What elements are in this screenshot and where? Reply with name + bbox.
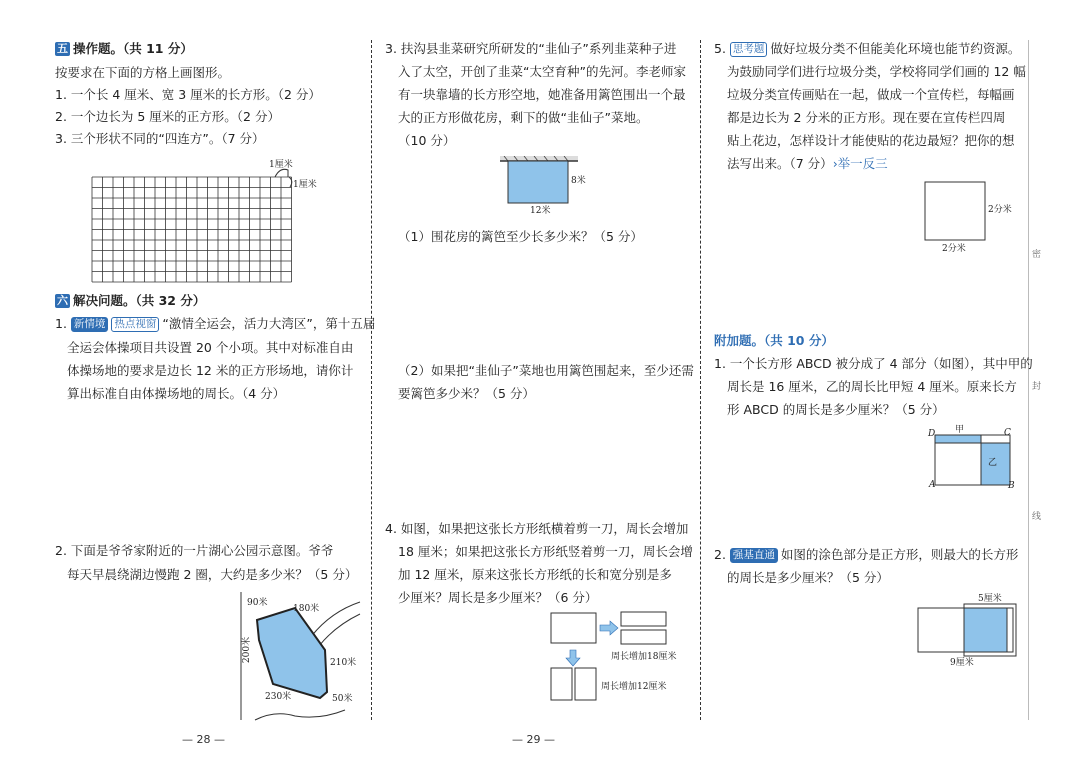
problem-5-line-1: 5. 思考题 做好垃圾分类不但能美化环境也能节约资源。 <box>714 41 1021 56</box>
bonus-1-line-2: 周长是 16 厘米，乙的周长比甲短 4 厘米。原来长方 <box>727 379 1017 394</box>
problem-4-line-1: 4. 如图，如果把这张长方形纸横着剪一刀，周长会增加 <box>385 521 689 536</box>
q2: 2. 一个边长为 5 厘米的正方形。（2 分） <box>55 109 280 124</box>
problem-3-line-1: 3. 扶沟县韭菜研究所研发的“韭仙子”系列韭菜种子进 <box>385 41 677 56</box>
problem-5-line-5: 贴上花边，怎样设计才能使贴的花边最短？把你的想 <box>727 133 1015 148</box>
bonus-2-line-1: 2. 强基直通 如图的涂色部分是正方形，则最大的长方形 <box>714 547 1019 562</box>
lake-label-50: 50米 <box>332 694 353 704</box>
problem-1-line-1: 1. 新情境 热点视窗 “激情全运会，活力大湾区”，第十五届 <box>55 316 376 331</box>
lake-label-230: 230米 <box>265 692 292 702</box>
link-similar-problems[interactable]: ›举一反三 <box>832 156 888 171</box>
label-A: A <box>929 480 936 490</box>
label-9cm: 9厘米 <box>950 658 974 668</box>
bonus-2-line-2: 的周长是多少厘米？（5 分） <box>727 570 889 585</box>
tag-new-situation: 新情境 <box>71 317 109 332</box>
problem-1-line-2: 全运会体操项目共设置 20 个小项。其中对标准自由 <box>67 340 354 355</box>
garden-label-8m: 8米 <box>571 176 586 186</box>
section-5-title: 五 操作题。（共 11 分） <box>57 41 193 56</box>
section-5-intro: 按要求在下面的方格上画图形。 <box>55 65 231 80</box>
problem-1-line-3: 体操场地的要求是边长 12 米的正方形场地，请你计 <box>67 363 354 378</box>
garden-figure <box>500 156 580 208</box>
label-D: D <box>928 429 936 439</box>
bonus-1-line-1: 1. 一个长方形 ABCD 被分成了 4 部分（如图），其中甲的 <box>714 356 1033 371</box>
binding-line <box>1028 40 1029 720</box>
section-6-badge: 六 <box>57 294 68 307</box>
problem-4-line-2: 18 厘米；如果把这张长方形纸竖着剪一刀，周长会增 <box>398 544 693 559</box>
label-jia: 甲 <box>955 425 965 435</box>
lake-label-200: 200米 <box>242 636 253 664</box>
problem-3-line-3: 有一块靠墙的长方形空地，她准备用篱笆围出一个最 <box>398 87 686 102</box>
grid-label-top: 1厘米 <box>269 160 293 170</box>
page-number-29: — 29 — <box>512 733 555 746</box>
lake-label-90: 90米 <box>247 598 268 608</box>
section-6-title: 六 解决问题。（共 32 分） <box>57 293 206 308</box>
problem-1-line-4: 算出标准自由体操场地的周长。（4 分） <box>67 386 286 401</box>
problem-5-line-6: 法写出来。（7 分）›举一反三 <box>727 156 888 171</box>
problem-2-line-2: 每天早晨绕湖边慢跑 2 圈，大约是多少米？（5 分） <box>67 567 358 582</box>
problem-3-line-4: 大的正方形做花房，剩下的做“韭仙子”菜地。 <box>398 110 649 125</box>
margin-char-xian: 线 <box>1032 512 1042 522</box>
cut-label-12: 周长增加12厘米 <box>601 682 667 692</box>
label-5cm: 5厘米 <box>978 594 1002 604</box>
problem-3-sub-2-line-1: （2）如果把“韭仙子”菜地也用篱笆围起来，至少还需 <box>398 363 694 378</box>
label-B: B <box>1008 481 1015 491</box>
cut-label-18: 周长增加18厘米 <box>611 652 677 662</box>
divider-left <box>371 40 372 720</box>
problem-3-sub-1: （1）围花房的篱笆至少长多少米？（5 分） <box>398 229 643 244</box>
grid-label-side: 1厘米 <box>293 180 317 190</box>
problem-3-line-2: 入了太空，开创了韭菜“太空育种”的先河。李老师家 <box>398 64 686 79</box>
lake-label-180: 180米 <box>293 604 320 614</box>
problem-4-line-3: 加 12 厘米，原来这张长方形纸的长和宽分别是多 <box>398 567 672 582</box>
q1: 1. 一个长 4 厘米、宽 3 厘米的长方形。（2 分） <box>55 87 321 102</box>
q3: 3. 三个形状不同的“四连方”。（7 分） <box>55 131 265 146</box>
label-C: C <box>1004 428 1011 438</box>
problem-5-line-2: 为鼓励同学们进行垃圾分类，学校将同学们画的 12 幅 <box>727 64 1026 79</box>
problem-3-line-5: （10 分） <box>398 133 456 148</box>
nested-rectangles-figure <box>915 602 1025 662</box>
tag-strong-foundation: 强基直通 <box>730 548 778 563</box>
lake-label-210: 210米 <box>330 658 357 668</box>
section-5-badge: 五 <box>57 42 68 55</box>
poster-label-side: 2分米 <box>988 205 1012 215</box>
garden-label-12m: 12米 <box>530 206 551 216</box>
tag-hot-topic: 热点视窗 <box>111 317 159 332</box>
divider-right <box>700 40 701 720</box>
margin-char-mi: 密 <box>1032 250 1042 260</box>
poster-figure <box>920 180 990 250</box>
poster-label-bottom: 2分米 <box>942 244 966 254</box>
drawing-grid <box>85 155 335 285</box>
label-yi: 乙 <box>988 458 998 468</box>
page-number-28: — 28 — <box>182 733 225 746</box>
problem-4-line-4: 少厘米？周长是多少厘米？（6 分） <box>398 590 598 605</box>
problem-2-line-1: 2. 下面是爷爷家附近的一片湖心公园示意图。爷爷 <box>55 543 334 558</box>
problem-5-line-3: 垃圾分类宣传画贴在一起，做成一个宣传栏，每幅画 <box>727 87 1015 102</box>
problem-3-sub-2-line-2: 要篱笆多少米？（5 分） <box>398 386 535 401</box>
tag-thinking: 思考题 <box>730 42 768 57</box>
margin-char-feng: 封 <box>1032 382 1042 392</box>
problem-5-line-4: 都是边长为 2 分米的正方形。现在要在宣传栏四周 <box>727 110 1006 125</box>
bonus-title: 附加题。（共 10 分） <box>714 333 834 348</box>
bonus-1-line-3: 形 ABCD 的周长是多少厘米？（5 分） <box>727 402 945 417</box>
